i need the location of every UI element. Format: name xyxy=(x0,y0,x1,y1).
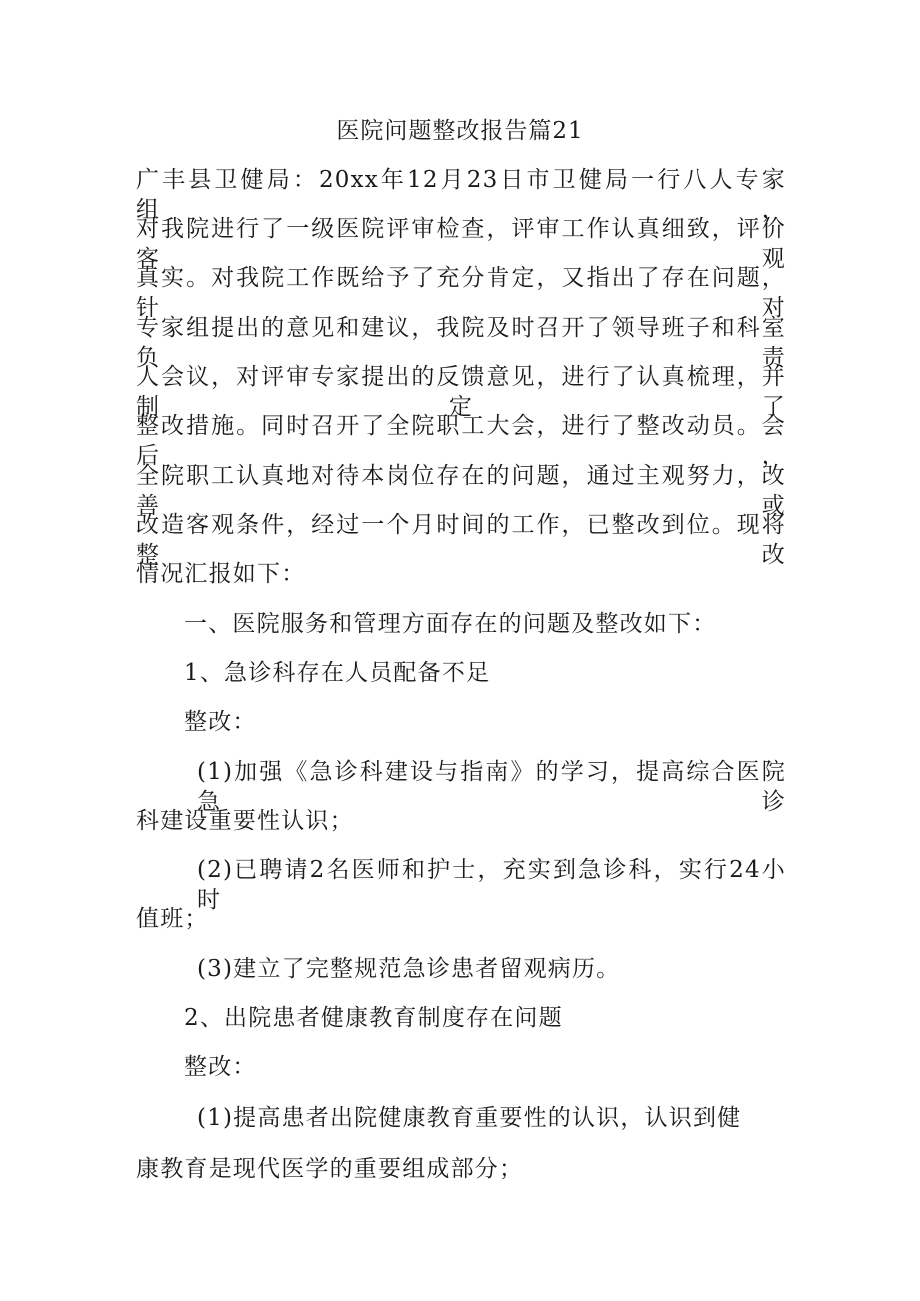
body-line: 值班； xyxy=(136,906,209,932)
item-heading: 2、出院患者健康教育制度存在问题 xyxy=(184,1005,563,1031)
body-line: 全院职工认真地对待本岗位存在的问题，通过主观努力，改善或 xyxy=(136,463,786,519)
body-line: 改造客观条件，经过一个月时间的工作，已整改到位。现将整改 xyxy=(136,512,786,568)
rectification-label: 整改： xyxy=(184,1054,257,1080)
body-line: (2)已聘请2名医师和护士，充实到急诊科，实行24小时 xyxy=(197,857,786,913)
document-title: 医院问题整改报告篇21 xyxy=(336,118,584,144)
body-line: (3)建立了完整规范急诊患者留观病历。 xyxy=(197,956,621,982)
body-line: 整改措施。同时召开了全院职工大会，进行了整改动员。会后， xyxy=(136,413,786,469)
body-line: (1)提高患者出院健康教育重要性的认识，认识到健 xyxy=(197,1105,742,1131)
section-heading: 一、医院服务和管理方面存在的问题及整改如下： xyxy=(184,611,717,637)
body-line: 人会议，对评审专家提出的反馈意见，进行了认真梳理，并制定了 xyxy=(136,364,786,420)
body-line: 情况汇报如下： xyxy=(136,561,306,587)
body-line: (1)加强《急诊科建设与指南》的学习，提高综合医院急诊 xyxy=(197,759,786,815)
body-line: 专家组提出的意见和建议，我院及时召开了领导班子和科室负责 xyxy=(136,315,786,371)
body-line: 对我院进行了一级医院评审检查，评审工作认真细致，评价客观 xyxy=(136,216,786,272)
body-line: 康教育是现代医学的重要组成部分； xyxy=(136,1156,524,1182)
item-heading: 1、急诊科存在人员配备不足 xyxy=(184,660,491,686)
body-line: 广丰县卫健局：20xx年12月23日市卫健局一行八人专家组， xyxy=(136,167,786,223)
body-line: 科建设重要性认识； xyxy=(136,808,354,834)
body-line: 真实。对我院工作既给予了充分肯定，又指出了存在问题，针对 xyxy=(136,265,786,321)
rectification-label: 整改： xyxy=(184,709,257,735)
